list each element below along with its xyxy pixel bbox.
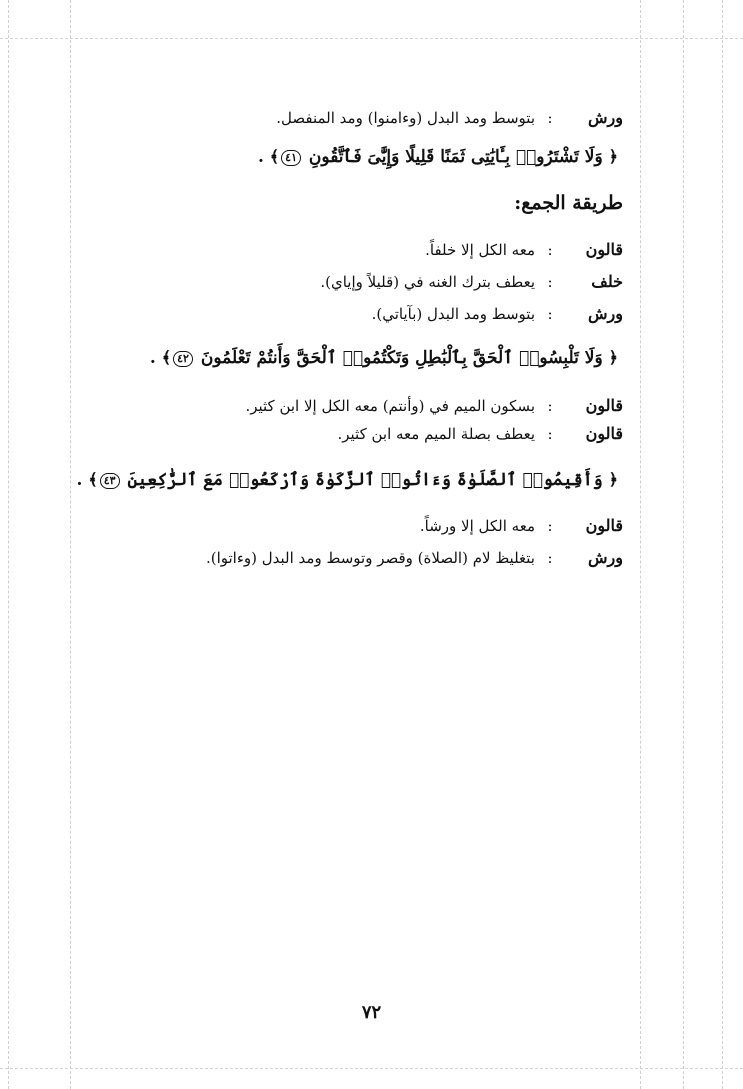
ornate-bracket-open: ﴿	[608, 348, 618, 367]
reading-description: بتغليظ لام (الصلاة) وقصر وتوسط ومد البدل (وءاتوا).	[205, 549, 535, 567]
reading-row	[150, 424, 623, 444]
reading-description: بسكون الميم في (وأنتم) معه الكل إلا ابن كثير.	[245, 397, 535, 415]
verse-end-dot: .	[76, 470, 83, 490]
reciter-name: قالون	[585, 516, 623, 535]
reading-description: معه الكل إلا خلفاً.	[425, 241, 535, 259]
ayah-number-icon: ٤١	[281, 150, 301, 166]
reading-description: يعطف بترك الغنه في (قليلاً وإياي).	[320, 273, 535, 291]
separator-colon: :	[547, 517, 553, 535]
reading-description: يعطف بصلة الميم معه ابن كثير.	[337, 425, 535, 443]
reading-description: بتوسط ومد البدل (بآياتي).	[371, 305, 535, 323]
reading-description: بتوسط ومد البدل (وءامنوا) ومد المنفصل.	[276, 109, 535, 127]
verse-text: وَأَقِيمُوا۟ ٱلصَّلَوٰةَ وَءَاتُوا۟ ٱلزَّكَوٰةَ وَٱرْكَعُوا۟ مَعَ ٱلرَّٰكِعِينَ	[127, 470, 603, 490]
reading-row	[150, 396, 623, 416]
section-heading: طريقة الجمع:	[514, 192, 623, 214]
reciter-name: قالون	[585, 240, 623, 259]
reading-row	[150, 516, 623, 536]
quran-verse	[150, 146, 618, 167]
verse-end-dot: .	[257, 147, 264, 167]
reciter-name: قالون	[585, 396, 623, 415]
separator-colon: :	[547, 549, 553, 567]
ornate-bracket-open: ﴿	[608, 147, 618, 166]
reciter-name: قالون	[585, 424, 623, 443]
reading-row	[150, 240, 623, 260]
page-number: ٧٢	[361, 1002, 382, 1023]
reading-row	[150, 304, 623, 324]
reciter-name: ورش	[588, 548, 623, 567]
ornate-bracket-close: ﴾	[269, 147, 280, 166]
quran-verse	[76, 469, 618, 490]
reading-row	[150, 548, 623, 568]
reciter-name: ورش	[588, 304, 623, 323]
verse-text: وَلَا تَلْبِسُوا۟ ٱلْحَقَّ بِٱلْبَٰطِلِ وَتَكْتُمُوا۟ ٱلْحَقَّ وَأَنتُمْ تَعْلَمُونَ	[200, 348, 603, 368]
separator-colon: :	[547, 109, 553, 127]
reading-description: معه الكل إلا ورشاً.	[419, 517, 535, 535]
quran-verse	[150, 347, 618, 368]
ornate-bracket-open: ﴿	[608, 470, 618, 489]
ayah-number-icon: ٤٣	[100, 473, 120, 489]
reading-row	[150, 272, 623, 292]
separator-colon: :	[547, 273, 553, 291]
separator-colon: :	[547, 397, 553, 415]
ayah-number-icon: ٤٢	[173, 351, 193, 367]
separator-colon: :	[547, 425, 553, 443]
reciter-name: ورش	[588, 108, 623, 127]
verse-text: وَلَا تَشْتَرُوا۟ بِـَٔايَٰتِى ثَمَنًا قَلِيلًا وَإِيَّٰىَ فَٱتَّقُونِ	[308, 147, 603, 167]
separator-colon: :	[547, 305, 553, 323]
verse-end-dot: .	[149, 348, 156, 368]
separator-colon: :	[547, 241, 553, 259]
ornate-bracket-close: ﴾	[88, 470, 98, 489]
reading-row	[150, 108, 623, 128]
reciter-name: خلف	[591, 272, 623, 291]
ornate-bracket-close: ﴾	[161, 348, 172, 367]
